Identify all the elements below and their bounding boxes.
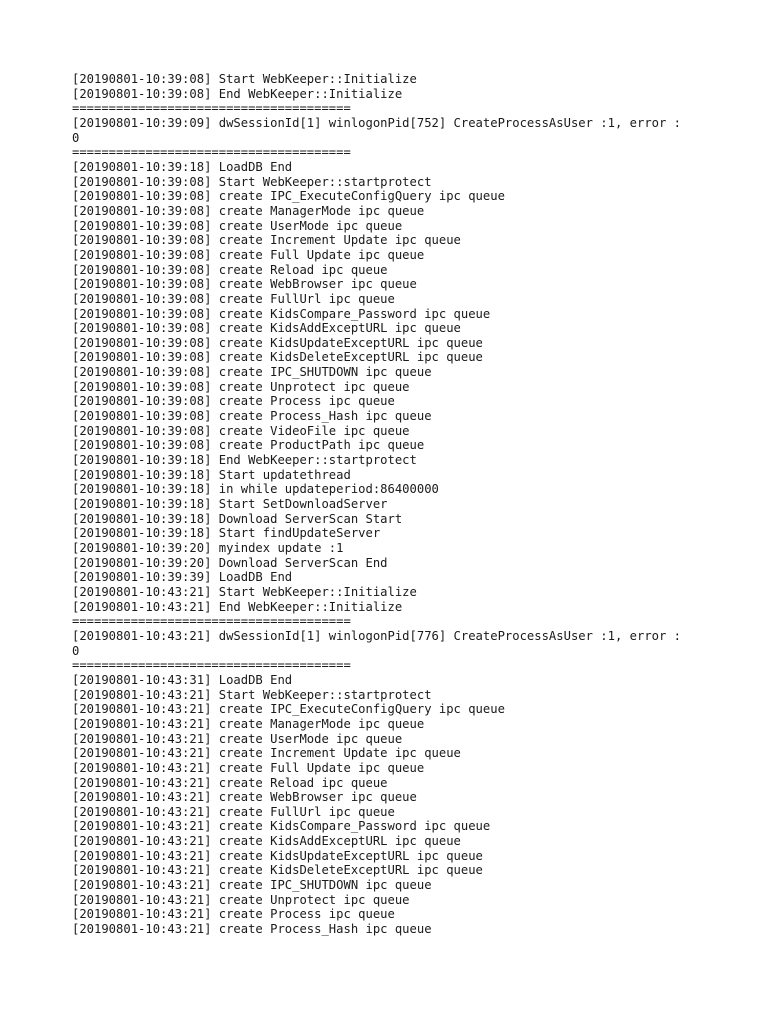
- log-line: [20190801-10:39:08] create ProductPath ipc queue: [72, 438, 425, 453]
- log-line: [20190801-10:39:08] create KidsCompare_Password ipc queue: [72, 306, 491, 321]
- log-line: [20190801-10:43:21] create ManagerMode ipc queue: [72, 716, 425, 731]
- log-line: [20190801-10:39:08] create ManagerMode ipc queue: [72, 203, 425, 218]
- log-line: [20190801-10:43:21] Start WebKeeper::startprotect: [72, 687, 432, 702]
- log-line: [20190801-10:39:18] LoadDB End: [72, 159, 293, 174]
- log-line: [20190801-10:39:18] Start findUpdateServer: [72, 526, 381, 541]
- separator-line: ======================================: [72, 101, 351, 116]
- log-line: [20190801-10:39:18] Download ServerScan Start: [72, 511, 403, 526]
- log-line: [20190801-10:39:18] Start updatethread: [72, 467, 351, 482]
- log-line: [20190801-10:43:21] create IPC_SHUTDOWN ipc queue: [72, 878, 432, 893]
- log-line: [20190801-10:43:21] create Full Update ipc queue: [72, 760, 425, 775]
- separator-line: ======================================: [72, 658, 351, 673]
- log-line: [20190801-10:43:21] create IPC_ExecuteConfigQuery ipc queue: [72, 702, 505, 717]
- log-line: [20190801-10:39:08] create Unprotect ipc queue: [72, 379, 410, 394]
- log-line: [20190801-10:39:08] create FullUrl ipc queue: [72, 291, 395, 306]
- log-line: [20190801-10:39:18] End WebKeeper::startprotect: [72, 453, 417, 468]
- log-line: [20190801-10:43:21] Start WebKeeper::Initialize: [72, 584, 417, 599]
- log-line: [20190801-10:39:08] Start WebKeeper::startprotect: [72, 174, 432, 189]
- log-line: [20190801-10:43:21] create Reload ipc queue: [72, 775, 388, 790]
- log-line: [20190801-10:39:08] create Process_Hash ipc queue: [72, 409, 432, 424]
- log-line: [20190801-10:39:39] LoadDB End: [72, 570, 293, 585]
- log-line: [20190801-10:39:08] create VideoFile ipc queue: [72, 423, 410, 438]
- separator-line: ======================================: [72, 614, 351, 629]
- log-line: [20190801-10:39:08] create Full Update ipc queue: [72, 247, 425, 262]
- log-line: [20190801-10:39:08] create Increment Update ipc queue: [72, 233, 461, 248]
- log-line: [20190801-10:43:21] create KidsAddExceptURL ipc queue: [72, 834, 461, 849]
- log-line: [20190801-10:43:21] create Process ipc queue: [72, 907, 395, 922]
- log-line: [20190801-10:43:21] create KidsCompare_Password ipc queue: [72, 819, 491, 834]
- log-line: [20190801-10:43:21] dwSessionId[1] winlogonPid[776] CreateProcessAsUser :1, error :: [72, 628, 682, 643]
- log-line: [20190801-10:43:21] create WebBrowser ipc queue: [72, 790, 417, 805]
- log-line: [20190801-10:43:21] create KidsDeleteExceptURL ipc queue: [72, 863, 483, 878]
- log-line: [20190801-10:39:08] create IPC_ExecuteConfigQuery ipc queue: [72, 189, 505, 204]
- log-line: [20190801-10:39:09] dwSessionId[1] winlogonPid[752] CreateProcessAsUser :1, error :: [72, 115, 682, 130]
- log-line: [20190801-10:39:08] create KidsUpdateExceptURL ipc queue: [72, 335, 483, 350]
- log-line: [20190801-10:39:08] Start WebKeeper::Initialize: [72, 72, 417, 86]
- log-line: [20190801-10:39:08] create Process ipc queue: [72, 394, 395, 409]
- log-line: [20190801-10:39:20] Download ServerScan End: [72, 555, 388, 570]
- log-line: [20190801-10:43:21] create KidsUpdateExceptURL ipc queue: [72, 848, 483, 863]
- log-line: [20190801-10:39:08] create Reload ipc queue: [72, 262, 388, 277]
- log-line: [20190801-10:43:21] create Unprotect ipc queue: [72, 892, 410, 907]
- log-line: [20190801-10:43:21] create FullUrl ipc queue: [72, 804, 395, 819]
- log-line: [20190801-10:43:21] create Process_Hash ipc queue: [72, 922, 432, 937]
- log-line: [20190801-10:39:08] create KidsDeleteExceptURL ipc queue: [72, 350, 483, 365]
- log-body: [72, 72, 712, 937]
- log-line: [20190801-10:43:31] LoadDB End: [72, 672, 293, 687]
- log-line: [20190801-10:39:18] in while updateperiod:86400000: [72, 482, 439, 497]
- log-line: [20190801-10:39:18] Start SetDownloadServer: [72, 497, 388, 512]
- log-line: [20190801-10:39:08] create KidsAddExceptURL ipc queue: [72, 321, 461, 336]
- log-line: [20190801-10:39:08] create UserMode ipc queue: [72, 218, 403, 233]
- log-line: 0: [72, 130, 80, 145]
- log-line: [20190801-10:39:20] myindex update :1: [72, 541, 344, 555]
- log-line: [20190801-10:39:08] create WebBrowser ipc queue: [72, 277, 417, 292]
- log-line: [20190801-10:43:21] create Increment Update ipc queue: [72, 746, 461, 761]
- separator-line: ======================================: [72, 145, 351, 160]
- log-line: [20190801-10:43:21] create UserMode ipc queue: [72, 731, 403, 746]
- log-line: [20190801-10:39:08] End WebKeeper::Initialize: [72, 86, 403, 101]
- log-line: 0: [72, 643, 80, 658]
- log-document: [72, 72, 712, 937]
- log-line: [20190801-10:39:08] create IPC_SHUTDOWN ipc queue: [72, 365, 432, 380]
- log-line: [20190801-10:43:21] End WebKeeper::Initialize: [72, 599, 403, 614]
